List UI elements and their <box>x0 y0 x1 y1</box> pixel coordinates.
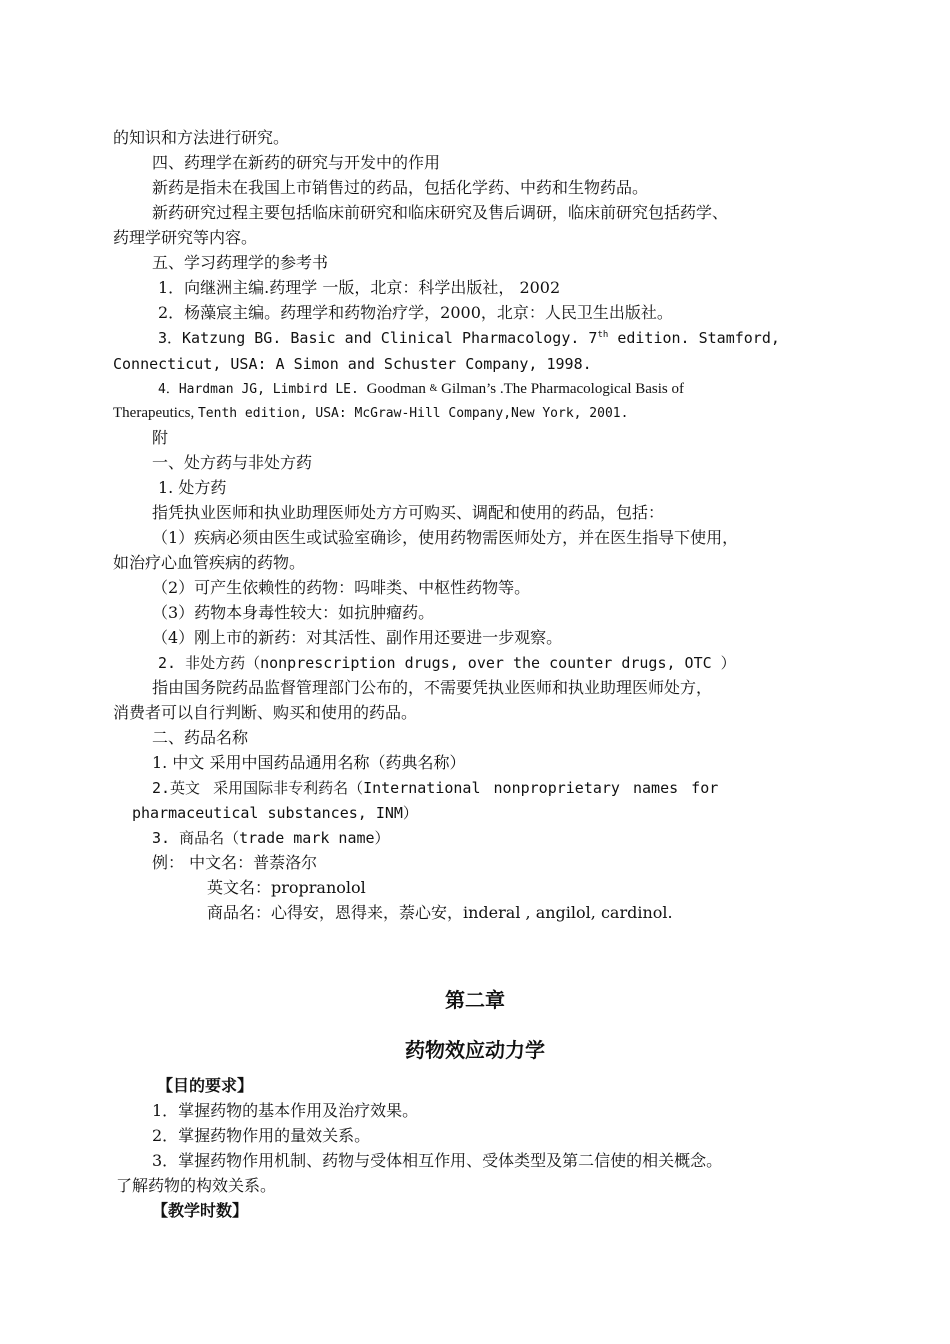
text-line: 附 <box>152 428 169 447</box>
reference-text: Therapeutics, <box>113 405 198 421</box>
text-line: 2．掌握药物作用的量效关系。 <box>152 1126 371 1145</box>
text-line: （4）刚上市的新药：对其活性、副作用还要进一步观察。 <box>152 628 563 647</box>
reference-item-continued: Connecticut, USA: A Simon and Schuster Company, 1998. <box>113 355 592 373</box>
subsection-heading: 1. 处方药 <box>158 478 227 497</box>
section-heading: 【目的要求】 <box>157 1076 254 1095</box>
text-line: 了解药物的构效关系。 <box>116 1176 277 1195</box>
reference-text: edition. Stamford, <box>608 329 780 347</box>
text-line: 1．掌握药物的基本作用及治疗效果。 <box>152 1101 419 1120</box>
section-heading: 二、药品名称 <box>152 728 249 747</box>
text-line: 3. 商品名（trade mark name） <box>152 829 390 847</box>
superscript: th <box>597 330 609 340</box>
chapter-title: 药物效应动力学 <box>405 1038 545 1062</box>
text-line: 3．掌握药物作用机制、药物与受体相互作用、受体类型及第二信使的相关概念。 <box>152 1151 723 1170</box>
subsection-heading: 2. 非处方药（nonprescription drugs, over the counter drugs, OTC ） <box>158 654 736 672</box>
section-heading: 五、学习药理学的参考书 <box>152 253 329 272</box>
text-line: 2.英文 采用国际非专利药名（International nonproprietary names for <box>152 779 719 797</box>
text-line: 1. 中文 采用中国药品通用名称（药典名称） <box>152 753 466 772</box>
reference-item <box>158 378 684 400</box>
text-line: 指凭执业医师和执业助理医师处方方可购买、调配和使用的药品，包括： <box>152 503 665 522</box>
chapter-number: 第二章 <box>445 988 505 1012</box>
text-line: 的知识和方法进行研究。 <box>113 128 290 147</box>
reference-item <box>158 328 780 348</box>
reference-item-continued <box>113 402 628 424</box>
text-line: （1）疾病必须由医生或试验室确诊，使用药物需医师处方，并在医生指导下使用， <box>152 528 739 547</box>
text-line: pharmaceutical substances, INM） <box>132 804 418 822</box>
reference-text: Gilman’s .The Pharmacological Basis of <box>437 381 684 397</box>
section-heading: 一、处方药与非处方药 <box>152 453 313 472</box>
example-line: 例： 中文名：普萘洛尔 <box>152 853 318 872</box>
example-line: 商品名：心得安，恩得来，萘心安，inderal , angilol, cardinol. <box>207 903 673 922</box>
reference-text: 3．Katzung BG. Basic and Clinical Pharmacology. 7 <box>158 329 598 347</box>
reference-text: Tenth edition, USA: McGraw-Hill Company,New York, 2001. <box>197 406 629 421</box>
text-line: （3）药物本身毒性较大：如抗肿瘤药。 <box>152 603 435 622</box>
text-line: 指由国务院药品监督管理部门公布的，不需要凭执业医师和执业助理医师处方， <box>152 678 713 697</box>
reference-item: 2．杨藻宸主编。药理学和药物治疗学，2000，北京：人民卫生出版社。 <box>158 303 673 322</box>
reference-item: 1．向继洲主编.药理学 一版，北京：科学出版社， 2002 <box>158 278 561 297</box>
text-line: 新药是指未在我国上市销售过的药品，包括化学药、中药和生物药品。 <box>152 178 649 197</box>
text-line: 新药研究过程主要包括临床前研究和临床研究及售后调研，临床前研究包括药学、 <box>152 203 729 222</box>
text-line: 消费者可以自行判断、购买和使用的药品。 <box>113 703 418 722</box>
ampersand: & <box>429 383 438 394</box>
text-line: （2）可产生依赖性的药物：吗啡类、中枢性药物等。 <box>152 578 531 597</box>
section-heading: 【教学时数】 <box>152 1201 249 1220</box>
section-heading: 四、药理学在新药的研究与开发中的作用 <box>152 153 441 172</box>
example-line: 英文名：propranolol <box>207 878 366 897</box>
text-line: 如治疗心血管疾病的药物。 <box>113 553 306 572</box>
reference-text: 4．Hardman JG, Limbird LE. <box>158 382 367 397</box>
reference-text: Goodman <box>366 381 430 397</box>
text-line: 药理学研究等内容。 <box>113 228 258 247</box>
